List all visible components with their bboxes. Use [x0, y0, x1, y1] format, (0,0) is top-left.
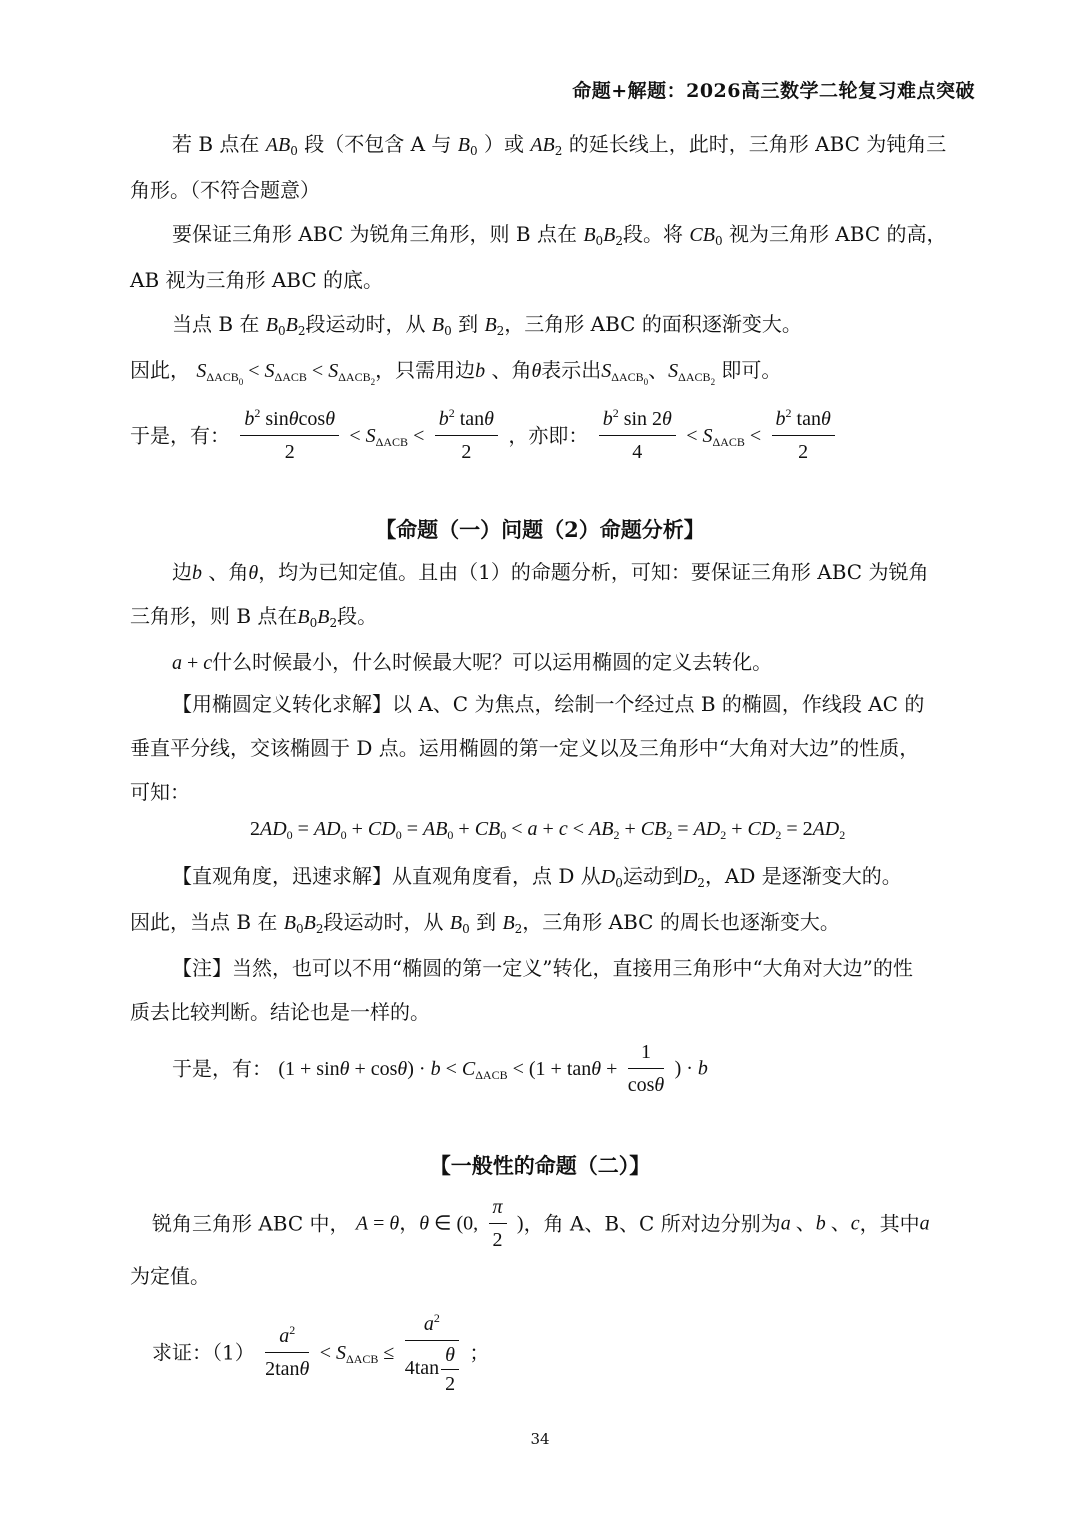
formula-line: 于是，有： $\frac{b^2 \sin\theta\cos\theta}{2}$ < $S_{\Delta ACB}$ < $\frac{b^2 \tan\theta}{2}$ ，亦即： $\frac{b^2 \sin 2\theta}{4}$ < $S_{\Delta ACB}$ < $\frac{b^2 \tan\theta}{2}$ [130, 404, 839, 466]
paragraph-line: 要保证三角形 ABC 为锐角三角形，则 B 点在 $B_0B_2$段。将 $CB_0$ 视为三角形 ABC 的高， [172, 222, 947, 248]
paragraph-line: 【注】当然，也可以不用“椭圆的第一定义”转化，直接用三角形中“大角对大边”的性 [172, 956, 913, 980]
formula-line: 求证：（1） $\frac{a^2}{2\tan\theta}$ < $S_{\Delta ACB}$ ≤ $a^2$ 4tan $\frac{\theta}{2}$ ； [152, 1310, 490, 1395]
fraction: $a^2$ 4tan $\frac{\theta}{2}$ [405, 1311, 459, 1395]
paragraph-line: a + c什么时候最小，什么时候最大呢？可以运用椭圆的定义去转化。 [172, 650, 773, 674]
paragraph-line: 三角形，则 B 点在$B_0B_2$段。 [130, 604, 378, 630]
fraction: $\frac{b^2 \sin 2\theta}{4}$ [599, 406, 676, 465]
paragraph-line: 若 B 点在 $AB_0$ 段（不包含 A 与 $B_0$ ）或 $AB_2$ 的延长线上，此时，三角形 ABC 为钝角三 [172, 132, 947, 158]
paragraph-line: 【用椭圆定义转化求解】以 A、C 为焦点，绘制一个经过点 B 的椭圆，作线段 AC 的 [172, 692, 925, 716]
paragraph-line: 可知： [130, 780, 190, 804]
page-header: 命题+解题：2026高三数学二轮复习难点突破 [572, 80, 975, 102]
paragraph-line: 角形。（不符合题意） [130, 178, 320, 202]
section-heading: 【命题（一）问题（2）命题分析】 [375, 517, 705, 542]
formula-line: 于是，有： $(1 + \sin\theta + \cos\theta) \cdot b < C_{\Delta ACB} < (1 + \tan\theta$ + $\frac{1}{\cos\theta}$ ) · b [172, 1041, 708, 1096]
fraction: $\frac{1}{\cos\theta}$ [627, 1041, 665, 1096]
paragraph-line: 当点 B 在 $B_0B_2$段运动时，从 $B_0$ 到 $B_2$，三角形 ABC 的面积逐渐变大。 [172, 312, 802, 338]
fraction: $\frac{b^2 \tan\theta}{2}$ [435, 406, 498, 465]
fraction: $\frac{a^2}{2\tan\theta}$ [265, 1323, 310, 1380]
fraction: $\frac{b^2 \tan\theta}{2}$ [772, 406, 835, 465]
page-number: 34 [530, 1430, 550, 1448]
paragraph-line: 边b 、角θ，均为已知定值。且由（1）的命题分析，可知：要保证三角形 ABC 为锐角 [172, 560, 929, 584]
paragraph-line: 因此，当点 B 在 $B_0B_2$段运动时，从 $B_0$ 到 $B_2$，三角形 ABC 的周长也逐渐变大。 [130, 910, 840, 936]
paragraph-line: 【直观角度，迅速求解】从直观角度看，点 D 从$D_0$运动到$D_2$，AD 是逐渐变大的。 [172, 864, 902, 890]
paragraph-line: 因此， $S_{\Delta ACB_0} < S_{\Delta ACB} < S_{\Delta ACB_2}$，只需用边b 、角θ表示出$S_{\Delta ACB_0}$、$S_{\Delta ACB_2}$ 即可。 [130, 358, 782, 387]
paragraph-line: 垂直平分线，交该椭圆于 D 点。运用椭圆的第一定义以及三角形中“大角对大边”的性质， [130, 736, 920, 760]
paragraph-line: 质去比较判断。结论也是一样的。 [130, 1000, 430, 1024]
paragraph-line: 为定值。 [130, 1264, 210, 1288]
formula-line: 锐角三角形 ABC 中， A = θ，θ ∈ (0, $\frac{\pi}{2}$ )，角 A、B、C 所对边分别为a 、b 、c，其中a [152, 1196, 930, 1251]
equation-chain: $2AD_0 = AD_0 + CD_0 = AB_0 + CB_0 < a + c < AB_2 + CB_2 = AD_2 + CD_2 = 2AD_2$ [250, 818, 846, 842]
paragraph-line: AB 视为三角形 ABC 的底。 [130, 268, 384, 292]
fraction: $\frac{b^2 \sin\theta\cos\theta}{2}$ [240, 406, 339, 465]
fraction: $\frac{\pi}{2}$ [489, 1194, 507, 1253]
section-heading: 【一般性的命题（二）】 [429, 1153, 651, 1178]
